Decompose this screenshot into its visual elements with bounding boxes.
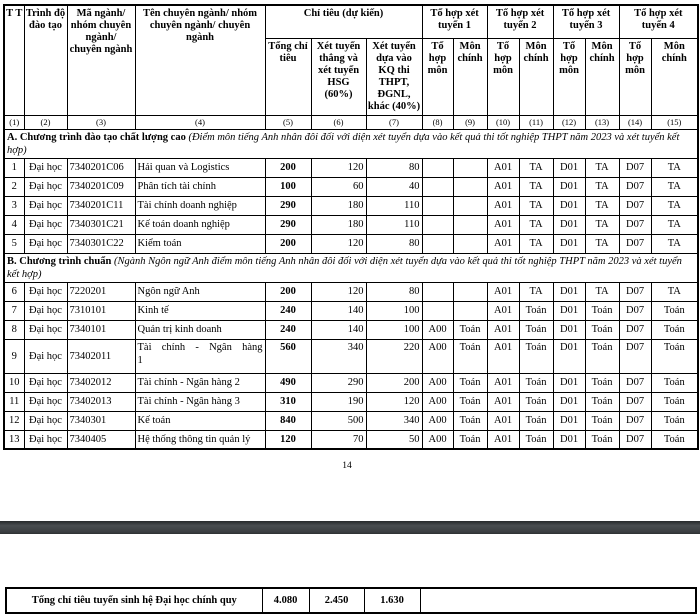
cell-main-subject-1: Toán — [453, 373, 487, 392]
cell-tt: 7 — [4, 301, 24, 320]
cell-main-subject-2: TA — [519, 234, 553, 253]
cell-combo-4: D07 — [619, 392, 651, 411]
cell-name: Kiểm toán — [135, 234, 265, 253]
cell-combo-2: A01 — [487, 392, 519, 411]
cell-code: 7340301 — [67, 411, 135, 430]
cell-level: Đại học — [24, 234, 67, 253]
cell-level: Đại học — [24, 411, 67, 430]
cell-total-quota: 310 — [265, 392, 311, 411]
table-row — [4, 373, 698, 392]
cell-main-subject-1 — [453, 215, 487, 234]
cell-quota-40: 200 — [366, 373, 422, 392]
cell-main-subject-2: Toán — [519, 373, 553, 392]
header-combo-group-2: Tổ hợp xét tuyển 2 — [487, 5, 553, 38]
cell-quota-60: 190 — [311, 392, 366, 411]
cell-combo-1 — [422, 215, 453, 234]
table-row — [4, 301, 698, 320]
cell-quota-60: 120 — [311, 158, 366, 177]
cell-code: 7340405 — [67, 430, 135, 449]
cell-quota-60: 120 — [311, 282, 366, 301]
cell-total-quota: 240 — [265, 301, 311, 320]
cell-combo-3: D01 — [553, 411, 585, 430]
col-index-2: (2) — [24, 115, 67, 129]
cell-tt: 5 — [4, 234, 24, 253]
cell-name: Tài chính - Ngân hàng 3 — [135, 392, 265, 411]
cell-main-subject-2: Toán — [519, 430, 553, 449]
summary-direct: 2.450 — [309, 588, 364, 613]
col-index-7: (7) — [366, 115, 422, 129]
header-combo-group-1: Tổ hợp xét tuyển 1 — [422, 5, 487, 38]
header-main-subject-1: Môn chính — [453, 38, 487, 115]
col-index-13: (13) — [585, 115, 619, 129]
table-header — [4, 5, 698, 129]
section-title: A. Chương trình đào tạo chất lượng cao — [7, 131, 189, 143]
cell-tt: 4 — [4, 215, 24, 234]
cell-quota-40: 340 — [366, 411, 422, 430]
cell-main-subject-3: TA — [585, 282, 619, 301]
col-index-3: (3) — [67, 115, 135, 129]
header-quota-exam: Xét tuyển dựa vào KQ thi THPT, ĐGNL, khác (40%) — [366, 38, 422, 115]
cell-quota-60: 140 — [311, 301, 366, 320]
cell-code: 73402012 — [67, 373, 135, 392]
cell-main-subject-3: Toán — [585, 373, 619, 392]
cell-main-subject-1: Toán — [453, 339, 487, 373]
header-code: Mã ngành/ nhóm chuyên ngành/ chuyên ngành — [67, 5, 135, 115]
cell-main-subject-1: Toán — [453, 430, 487, 449]
cell-combo-2: A01 — [487, 411, 519, 430]
cell-tt: 13 — [4, 430, 24, 449]
col-index-11: (11) — [519, 115, 553, 129]
cell-code: 7340101 — [67, 320, 135, 339]
cell-quota-40: 120 — [366, 392, 422, 411]
cell-main-subject-1: Toán — [453, 392, 487, 411]
cell-main-subject-4: TA — [651, 177, 698, 196]
cell-quota-40: 220 — [366, 339, 422, 373]
cell-total-quota: 200 — [265, 158, 311, 177]
cell-total-quota: 240 — [265, 320, 311, 339]
cell-name: Ngôn ngữ Anh — [135, 282, 265, 301]
summary-empty-cell — [420, 588, 696, 613]
cell-level: Đại học — [24, 392, 67, 411]
cell-quota-60: 60 — [311, 177, 366, 196]
cell-combo-2: A01 — [487, 320, 519, 339]
table-row — [4, 215, 698, 234]
col-index-15: (15) — [651, 115, 698, 129]
cell-main-subject-2: Toán — [519, 320, 553, 339]
page-number: 14 — [342, 461, 352, 471]
section-note: (Điểm môn tiếng Anh nhân đôi đối với diện xét tuyển dựa vào kết quả thi tốt nghiệp THPT năm 2023 và xét tuyển kết hợp) — [7, 131, 680, 156]
cell-code: 73402013 — [67, 392, 135, 411]
cell-main-subject-4: Toán — [651, 339, 698, 373]
cell-tt: 3 — [4, 196, 24, 215]
cell-combo-4: D07 — [619, 215, 651, 234]
cell-main-subject-1 — [453, 234, 487, 253]
cell-quota-40: 80 — [366, 234, 422, 253]
cell-main-subject-1: Toán — [453, 320, 487, 339]
cell-level: Đại học — [24, 339, 67, 373]
table-row — [4, 320, 698, 339]
cell-main-subject-1: Toán — [453, 411, 487, 430]
cell-main-subject-4: TA — [651, 282, 698, 301]
cell-main-subject-2: TA — [519, 177, 553, 196]
cell-combo-1 — [422, 196, 453, 215]
cell-combo-4: D07 — [619, 301, 651, 320]
cell-main-subject-1 — [453, 158, 487, 177]
cell-main-subject-3: Toán — [585, 411, 619, 430]
header-combo-3: Tổ hợp môn — [553, 38, 585, 115]
cell-main-subject-3: Toán — [585, 301, 619, 320]
cell-combo-4: D07 — [619, 158, 651, 177]
summary-label: Tổng chỉ tiêu tuyển sinh hệ Đại học chính quy — [6, 588, 262, 613]
header-quota-total: Tổng chỉ tiêu — [265, 38, 311, 115]
admission-quota-table — [3, 4, 699, 450]
cell-quota-60: 70 — [311, 430, 366, 449]
col-index-4: (4) — [135, 115, 265, 129]
cell-combo-4: D07 — [619, 373, 651, 392]
section-note: (Ngành Ngôn ngữ Anh điểm môn tiếng Anh nhân đôi đối với diện xét tuyển dựa vào kết quả thi tốt nghiệp THPT năm 2023 và xét tuyển kết hợp) — [7, 255, 682, 280]
header-combo-1: Tổ hợp môn — [422, 38, 453, 115]
cell-total-quota: 490 — [265, 373, 311, 392]
cell-main-subject-3: TA — [585, 196, 619, 215]
header-combo-group-4: Tổ hợp xét tuyển 4 — [619, 5, 698, 38]
cell-tt: 10 — [4, 373, 24, 392]
cell-tt: 2 — [4, 177, 24, 196]
section-title: B. Chương trình chuẩn — [7, 255, 114, 267]
cell-name: Quản trị kinh doanh — [135, 320, 265, 339]
cell-quota-60: 180 — [311, 215, 366, 234]
cell-main-subject-2: TA — [519, 282, 553, 301]
cell-main-subject-2: Toán — [519, 392, 553, 411]
cell-main-subject-4: TA — [651, 234, 698, 253]
header-level: Trình độ đào tạo — [24, 5, 67, 115]
cell-name: Phân tích tài chính — [135, 177, 265, 196]
cell-combo-1: A00 — [422, 339, 453, 373]
summary-exam: 1.630 — [364, 588, 420, 613]
cell-main-subject-3: Toán — [585, 339, 619, 373]
cell-combo-2: A01 — [487, 177, 519, 196]
cell-combo-3: D01 — [553, 177, 585, 196]
col-index-12: (12) — [553, 115, 585, 129]
cell-combo-4: D07 — [619, 339, 651, 373]
cell-quota-60: 500 — [311, 411, 366, 430]
header-quota-direct: Xét tuyển thẳng và xét tuyển HSG (60%) — [311, 38, 366, 115]
cell-total-quota: 200 — [265, 234, 311, 253]
cell-combo-3: D01 — [553, 320, 585, 339]
cell-quota-60: 140 — [311, 320, 366, 339]
cell-combo-4: D07 — [619, 177, 651, 196]
cell-quota-40: 80 — [366, 158, 422, 177]
cell-level: Đại học — [24, 282, 67, 301]
cell-combo-3: D01 — [553, 158, 585, 177]
cell-total-quota: 560 — [265, 339, 311, 373]
cell-main-subject-4: Toán — [651, 320, 698, 339]
cell-code: 7340301C22 — [67, 234, 135, 253]
cell-combo-2: A01 — [487, 215, 519, 234]
cell-tt: 6 — [4, 282, 24, 301]
cell-combo-3: D01 — [553, 301, 585, 320]
cell-code: 7340201C11 — [67, 196, 135, 215]
cell-combo-2: A01 — [487, 196, 519, 215]
cell-name: Hải quan và Logistics — [135, 158, 265, 177]
cell-combo-1 — [422, 234, 453, 253]
cell-main-subject-2: Toán — [519, 339, 553, 373]
cell-name: Tài chính - Ngân hàng 1 — [135, 339, 265, 373]
section-header-2 — [4, 253, 698, 282]
cell-main-subject-2: TA — [519, 215, 553, 234]
cell-total-quota: 290 — [265, 215, 311, 234]
cell-combo-2: A01 — [487, 282, 519, 301]
cell-combo-4: D07 — [619, 196, 651, 215]
cell-main-subject-3: TA — [585, 215, 619, 234]
cell-total-quota: 840 — [265, 411, 311, 430]
summary-row — [6, 588, 696, 613]
cell-main-subject-4: Toán — [651, 430, 698, 449]
cell-quota-40: 50 — [366, 430, 422, 449]
cell-tt: 12 — [4, 411, 24, 430]
cell-main-subject-3: Toán — [585, 392, 619, 411]
cell-main-subject-3: Toán — [585, 430, 619, 449]
cell-combo-4: D07 — [619, 234, 651, 253]
cell-level: Đại học — [24, 373, 67, 392]
cell-tt: 8 — [4, 320, 24, 339]
cell-combo-3: D01 — [553, 373, 585, 392]
table-row — [4, 282, 698, 301]
table-row — [4, 177, 698, 196]
cell-combo-1: A00 — [422, 430, 453, 449]
cell-main-subject-3: TA — [585, 158, 619, 177]
cell-level: Đại học — [24, 301, 67, 320]
cell-name: Kế toán doanh nghiệp — [135, 215, 265, 234]
cell-main-subject-3: TA — [585, 234, 619, 253]
cell-main-subject-4: TA — [651, 215, 698, 234]
col-index-10: (10) — [487, 115, 519, 129]
cell-main-subject-3: TA — [585, 177, 619, 196]
cell-main-subject-4: Toán — [651, 411, 698, 430]
cell-combo-2: A01 — [487, 373, 519, 392]
section-header-1 — [4, 129, 698, 158]
cell-combo-4: D07 — [619, 320, 651, 339]
page-separator-bar — [0, 521, 700, 534]
section-row-1 — [4, 129, 698, 158]
cell-combo-2: A01 — [487, 301, 519, 320]
cell-main-subject-2: TA — [519, 158, 553, 177]
cell-quota-40: 110 — [366, 215, 422, 234]
cell-code: 7340201C06 — [67, 158, 135, 177]
header-name: Tên chuyên ngành/ nhóm chuyên ngành/ chuyên ngành — [135, 5, 265, 115]
cell-combo-4: D07 — [619, 411, 651, 430]
cell-quota-60: 180 — [311, 196, 366, 215]
cell-quota-40: 100 — [366, 320, 422, 339]
col-index-9: (9) — [453, 115, 487, 129]
table-row — [4, 339, 698, 373]
col-index-8: (8) — [422, 115, 453, 129]
table-row — [4, 430, 698, 449]
cell-combo-1: A00 — [422, 320, 453, 339]
col-index-1: (1) — [4, 115, 24, 129]
cell-main-subject-1 — [453, 177, 487, 196]
cell-combo-3: D01 — [553, 430, 585, 449]
cell-combo-3: D01 — [553, 234, 585, 253]
cell-level: Đại học — [24, 320, 67, 339]
cell-main-subject-3: Toán — [585, 320, 619, 339]
header-quota-group: Chỉ tiêu (dự kiến) — [265, 5, 422, 38]
cell-total-quota: 290 — [265, 196, 311, 215]
cell-combo-3: D01 — [553, 282, 585, 301]
cell-level: Đại học — [24, 215, 67, 234]
col-index-6: (6) — [311, 115, 366, 129]
cell-combo-1 — [422, 177, 453, 196]
cell-code: 7340301C21 — [67, 215, 135, 234]
table-row — [4, 158, 698, 177]
cell-quota-40: 100 — [366, 301, 422, 320]
cell-combo-3: D01 — [553, 215, 585, 234]
cell-code: 7310101 — [67, 301, 135, 320]
table-row — [4, 196, 698, 215]
cell-combo-2: A01 — [487, 158, 519, 177]
cell-tt: 9 — [4, 339, 24, 373]
cell-combo-1 — [422, 301, 453, 320]
cell-main-subject-4: Toán — [651, 392, 698, 411]
summary-total: 4.080 — [262, 588, 309, 613]
cell-combo-2: A01 — [487, 430, 519, 449]
cell-quota-40: 110 — [366, 196, 422, 215]
cell-combo-1: A00 — [422, 392, 453, 411]
cell-name: Kế toán — [135, 411, 265, 430]
summary-table — [5, 587, 697, 614]
header-main-subject-4: Môn chính — [651, 38, 698, 115]
cell-level: Đại học — [24, 158, 67, 177]
cell-total-quota: 100 — [265, 177, 311, 196]
cell-total-quota: 120 — [265, 430, 311, 449]
cell-main-subject-4: Toán — [651, 301, 698, 320]
section-row-2 — [4, 253, 698, 282]
cell-code: 7220201 — [67, 282, 135, 301]
cell-name: Tài chính - Ngân hàng 2 — [135, 373, 265, 392]
table-row — [4, 392, 698, 411]
cell-main-subject-1 — [453, 301, 487, 320]
cell-main-subject-4: Toán — [651, 373, 698, 392]
cell-quota-60: 120 — [311, 234, 366, 253]
cell-main-subject-1 — [453, 196, 487, 215]
cell-combo-1 — [422, 282, 453, 301]
cell-quota-60: 290 — [311, 373, 366, 392]
col-index-14: (14) — [619, 115, 651, 129]
cell-name: Kinh tế — [135, 301, 265, 320]
header-combo-4: Tổ hợp môn — [619, 38, 651, 115]
header-combo-2: Tổ hợp môn — [487, 38, 519, 115]
cell-level: Đại học — [24, 196, 67, 215]
cell-level: Đại học — [24, 430, 67, 449]
cell-tt: 11 — [4, 392, 24, 411]
cell-main-subject-1 — [453, 282, 487, 301]
col-index-5: (5) — [265, 115, 311, 129]
cell-name: Hệ thống thông tin quản lý — [135, 430, 265, 449]
header-tt: T T — [4, 5, 24, 115]
cell-main-subject-4: TA — [651, 158, 698, 177]
cell-combo-4: D07 — [619, 430, 651, 449]
main-table-body — [4, 129, 698, 449]
cell-code: 7340201C09 — [67, 177, 135, 196]
cell-main-subject-2: Toán — [519, 301, 553, 320]
header-main-subject-2: Môn chính — [519, 38, 553, 115]
cell-combo-2: A01 — [487, 339, 519, 373]
cell-combo-1 — [422, 158, 453, 177]
table-row — [4, 234, 698, 253]
cell-main-subject-2: Toán — [519, 411, 553, 430]
cell-total-quota: 200 — [265, 282, 311, 301]
cell-combo-1: A00 — [422, 373, 453, 392]
cell-main-subject-2: TA — [519, 196, 553, 215]
cell-quota-40: 40 — [366, 177, 422, 196]
header-main-subject-3: Môn chính — [585, 38, 619, 115]
table-row — [4, 411, 698, 430]
cell-name: Tài chính doanh nghiệp — [135, 196, 265, 215]
cell-tt: 1 — [4, 158, 24, 177]
cell-combo-1: A00 — [422, 411, 453, 430]
cell-combo-3: D01 — [553, 339, 585, 373]
cell-main-subject-4: TA — [651, 196, 698, 215]
cell-combo-3: D01 — [553, 392, 585, 411]
cell-combo-2: A01 — [487, 234, 519, 253]
cell-code: 73402011 — [67, 339, 135, 373]
cell-combo-3: D01 — [553, 196, 585, 215]
cell-level: Đại học — [24, 177, 67, 196]
cell-quota-60: 340 — [311, 339, 366, 373]
header-combo-group-3: Tổ hợp xét tuyển 3 — [553, 5, 619, 38]
cell-combo-4: D07 — [619, 282, 651, 301]
cell-quota-40: 80 — [366, 282, 422, 301]
